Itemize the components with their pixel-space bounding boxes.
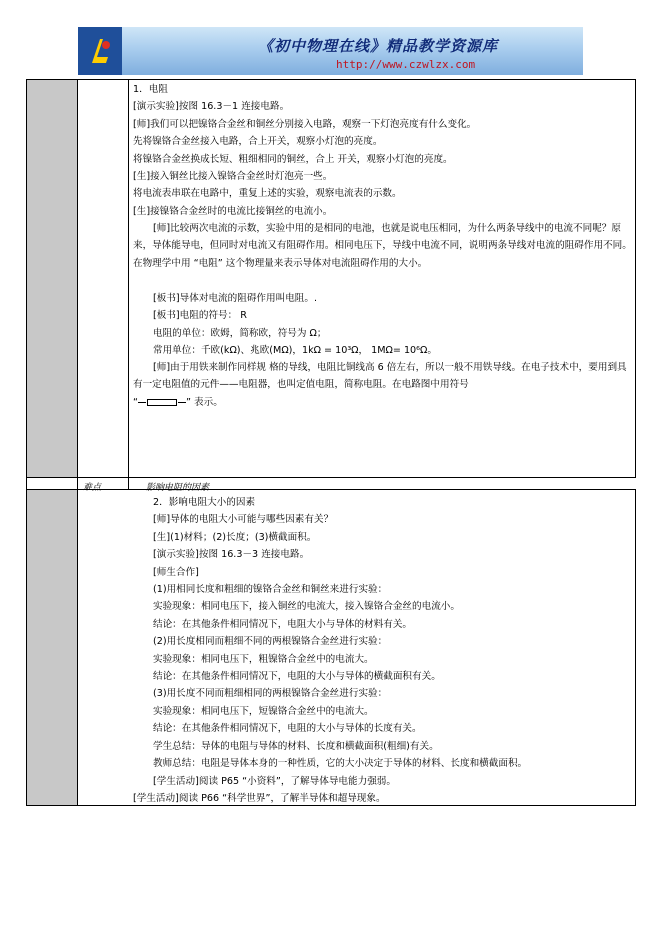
text-line: 电阻的单位：欧姆，简称欧，符号为 Ω； xyxy=(153,327,327,339)
text-line: [演示实验]按图 16.3－1 连接电路。 xyxy=(133,101,290,113)
text-line: 2．影响电阻大小的因素 xyxy=(153,497,256,508)
section-resistance xyxy=(133,81,476,220)
wire xyxy=(138,402,146,403)
text-line: [生]接镍铬合金丝时的电流比接铜丝的电流小。 xyxy=(133,205,333,217)
text-line: 实验现象：相同电压下，接入铜丝的电流大，接入镍铬合金丝的电流小。 xyxy=(153,601,460,613)
text-line: 将电流表串联在电路中，重复上述的实验，观察电流表的示数。 xyxy=(133,188,402,200)
text-line: 学生总结：导体的电阻与导体的材料、长度和横截面积(粗细)有关。 xyxy=(153,740,439,752)
banner-url: http://www.czwlzx.com xyxy=(336,58,476,71)
banner-title: 《初中物理在线》精品教学资源库 xyxy=(258,37,499,55)
gray-left-cell xyxy=(26,489,77,806)
gray-left-cell xyxy=(26,79,77,477)
text-line: 1．电阻 xyxy=(133,84,168,95)
text-line: [生](1)材料；(2)长度；(3)横截面积。 xyxy=(153,531,317,543)
text-line: (3)用长度不同而粗细相同的两根镍铬合金丝进行实验： xyxy=(153,688,388,700)
text-line: [学生活动]阅读 P66 “科学世界”，了解半导体和超导现象。 xyxy=(133,793,386,804)
paragraph: [师]比较两次电流的示数，实验中用的是相同的电池，也就是说电压相同，为什么两条导线中的电流不同呢？原来，导体能导电，但同时对电流又有阻碍作用。相同电压下，导线中电流不同，说明两条导线对电流的阻碍作用不同。在物理学中用 “电阻” 这个物理量来表示导体对电流阻碍作用的大小。 xyxy=(133,223,632,269)
text-line: [师]导体的电阻大小可能与哪些因素有关？ xyxy=(153,514,334,526)
text-line: 先将镍铬合金丝接入电路，合上开关，观察小灯泡的亮度。 xyxy=(133,136,383,148)
text-line: [师]我们可以把镍铬合金丝和铜丝分别接入电路，观察一下灯泡亮度有什么变化。 xyxy=(133,118,477,130)
text-line: 结论：在其他条件相同情况下，电阻的大小与导体的横截面积有关。 xyxy=(153,671,441,683)
text-line: 实验现象：相同电压下，短镍铬合金丝中的电流大。 xyxy=(153,705,374,717)
quote-open: “ xyxy=(133,397,138,408)
section-resistance-defs xyxy=(153,290,437,360)
logo xyxy=(78,27,122,75)
text-line: (1)用相同长度和粗细的镍铬合金丝和铜丝来进行实验： xyxy=(153,584,388,596)
text-line: 结论：在其他条件相同情况下，电阻大小与导体的材料有关。 xyxy=(153,618,413,630)
text-line: 教师总结：电阻是导体本身的一种性质，它的大小决定于导体的材料、长度和横截面积。 xyxy=(153,758,528,770)
resistor-symbol-icon xyxy=(147,399,177,406)
text-line: 常用单位：千欧(kΩ)、兆欧(MΩ)，1kΩ = 10³Ω， 1MΩ= 10⁶Ω。 xyxy=(153,345,437,357)
text-line: [生]接入铜丝比接入镍铬合金丝时灯泡亮一些。 xyxy=(133,171,333,183)
text-line: 将镍铬合金丝换成长短、粗细相同的铜丝，合上 开关，观察小灯泡的亮度。 xyxy=(133,153,453,165)
header-banner xyxy=(78,27,583,75)
text-span: [师]由于用铁来制作同样规 格的导线，电阻比铜线高 6 倍左右，所以一般不用铁导线。在电子技术中，要用到具有一定电阻值的元件——电阻器，也叫定值电阻，简称电阻。在电路图中用符号 xyxy=(133,362,627,391)
text-line: [板书]电阻的符号： R xyxy=(153,310,247,322)
resistor-symbol-line xyxy=(133,394,223,411)
text-line: [演示实验]按图 16.3－3 连接电路。 xyxy=(153,549,310,561)
logo-icon xyxy=(86,35,114,67)
quote-close: ” 表示。 xyxy=(185,397,223,408)
section-factors xyxy=(153,494,527,790)
text-line: (2)用长度相同而粗细不同的两根镍铬合金丝进行实验： xyxy=(153,636,388,648)
text-line: 结论：在其他条件相同情况下，电阻的大小与导体的长度有关。 xyxy=(153,723,422,735)
text-line: [学生活动]阅读 P65 “小资料”，了解导体导电能力强弱。 xyxy=(153,775,396,787)
row-content: 影响电阻的因素 xyxy=(146,483,210,493)
text-line: [师生合作] xyxy=(153,566,199,578)
wire xyxy=(178,402,186,403)
row-label: 难点 xyxy=(83,483,102,493)
text-line: [板书]导体对电流的阻碍作用叫电阻。. xyxy=(153,293,318,304)
text-line: 实验现象：相同电压下，粗镍铬合金丝中的电流大。 xyxy=(153,653,374,665)
paragraph xyxy=(133,359,633,394)
